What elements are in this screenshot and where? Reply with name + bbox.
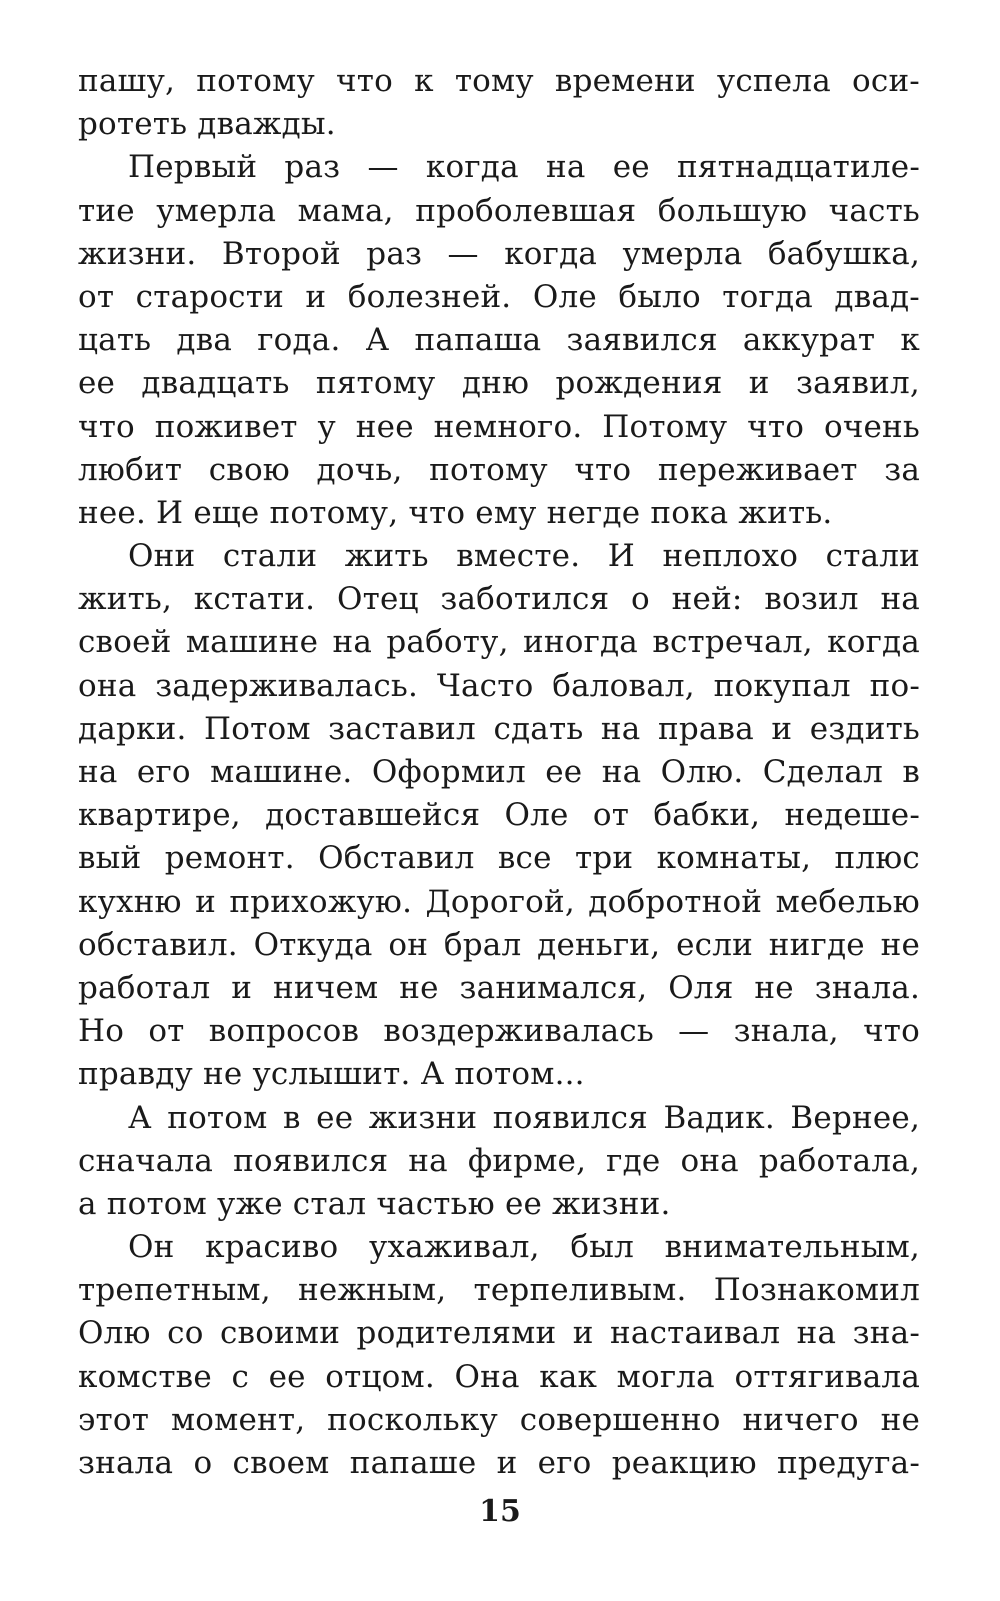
text-line: сначала появился на фирме, где она работала,	[78, 1142, 920, 1179]
text-line: ротеть дважды.	[78, 106, 336, 143]
paragraph-first-line: Они стали жить вместе. И неплохо стали	[128, 538, 920, 575]
text-line: знала о своем папаше и его реакцию предуга-	[78, 1445, 920, 1481]
text-line: кухню и прихожую. Дорогой, добротной мебелью	[78, 883, 920, 920]
text-line: на его машине. Оформил ее на Олю. Сделал в	[78, 754, 920, 790]
text-line: жизни. Второй раз — когда умерла бабушка,	[78, 235, 920, 272]
text-line: тие умерла мама, проболевшая большую часть	[78, 192, 920, 229]
text-line: трепетным, нежным, терпеливым. Познакомил	[78, 1272, 920, 1309]
text-line: вый ремонт. Обставил все три комнаты, плюс	[78, 840, 920, 877]
text-line: от старости и болезней. Оле было тогда двад-	[78, 278, 920, 315]
text-line: цать два года. А папаша заявился аккурат к	[78, 322, 920, 359]
text-line: нее. И еще потому, что ему негде пока жить.	[78, 494, 833, 531]
text-line: обставил. Откуда он брал деньги, если нигде не	[78, 926, 920, 963]
text-line: Но от вопросов воздерживалась — знала, что	[78, 1013, 920, 1050]
text-line: своей машине на работу, иногда встречал, когда	[78, 624, 920, 661]
book-page-text	[78, 60, 920, 1485]
page-number: 15	[479, 1494, 521, 1529]
text-line: Олю со своими родителями и настаивал на зна-	[78, 1315, 920, 1352]
paragraph-first-line: Он красиво ухаживал, был внимательным,	[128, 1229, 920, 1266]
text-line: любит свою дочь, потому что переживает за	[78, 451, 920, 488]
text-line: она задерживалась. Часто баловал, покупал по-	[78, 667, 920, 704]
text-line: комстве с ее отцом. Она как могла оттягивала	[78, 1358, 920, 1395]
text-line: ее двадцать пятому дню рождения и заявил,	[78, 365, 920, 402]
text-line: дарки. Потом заставил сдать на права и ездить	[78, 710, 920, 747]
text-line: а потом уже стал частью ее жизни.	[78, 1185, 671, 1222]
text-line: жить, кстати. Отец заботился о ней: возил на	[78, 581, 920, 618]
text-line: этот момент, поскольку совершенно ничего не	[78, 1401, 920, 1438]
text-line: работал и ничем не занимался, Оля не знала.	[78, 969, 920, 1006]
paragraph-first-line: А потом в ее жизни появился Вадик. Вернее,	[128, 1099, 920, 1136]
text-line: пашу, потому что к тому времени успела оси-	[78, 63, 920, 99]
text-line: квартире, доставшейся Оле от бабки, недеше-	[78, 797, 920, 834]
text-line: правду не услышит. А потом...	[78, 1056, 585, 1093]
text-line: что поживет у нее немного. Потому что очень	[78, 408, 920, 445]
paragraph-first-line: Первый раз — когда на ее пятнадцатиле-	[128, 149, 920, 186]
